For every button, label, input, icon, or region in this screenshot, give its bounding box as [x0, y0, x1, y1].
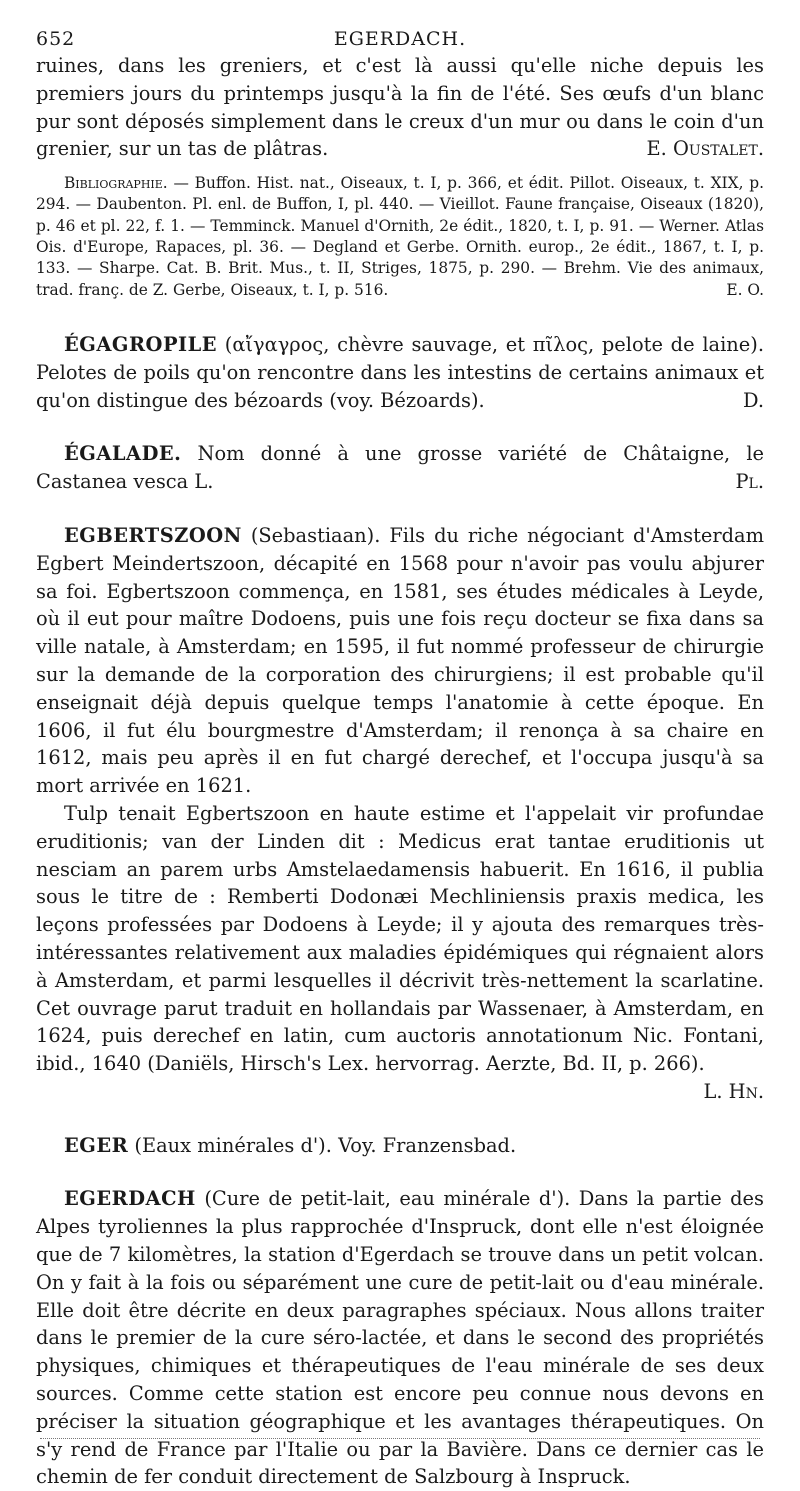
entry-eger	[36, 1132, 764, 1160]
entry-egalade-text: Nom donné à une grosse variété de Châtaigne, le Castanea vesca L.	[36, 442, 764, 494]
bibliography-signature: E. O.	[726, 280, 764, 299]
entry-egagropile-text: (αἴγαγρος, chèvre sauvage, et πῖλος, pelote de laine). Pelotes de poils qu'on rencontre dans les intestins de certains animaux et qu'on distingue des bézoards (voy. Bézoards).	[36, 332, 764, 412]
running-title: EGERDACH.	[333, 28, 467, 50]
entry-egagropile-signature: D.	[742, 388, 764, 412]
running-head	[36, 28, 764, 52]
page-number: 652	[36, 28, 76, 50]
bibliography-lead: Bibliographie.	[64, 174, 168, 193]
headword-eger: EGER	[64, 1133, 129, 1157]
headword-egerdach: EGERDACH	[64, 1187, 196, 1211]
headword-egagropile: ÉGAGROPILE	[64, 332, 218, 356]
entry-egbertszoon-text-2: Tulp tenait Egbertszoon en haute estime et l'appelait vir profundae eruditionis; van der Linden dit : Medicus erat tantae eruditionis ut nesciam an parem urbs Amstelaedamensis habuerit. En 1616, il publia sous le titre de : Remberti Dodonæi Mechliniensis praxis medica, les leçons professées par Dodoens à Leyde; il y ajouta des remarques très-intéressantes relativement aux maladies épidémiques qui régnaient alors à Amsterdam, et parmi lesquelles il décrivit très-nettement la scarlatine. Cet ouvrage parut traduit en hollandais par Wassenaer, à Amsterdam, en 1624, puis derechef en latin, cum auctoris annotationum Nic. Fontani, ibid., 1640 (Daniëls, Hirsch's Lex. hervorrag. Aerzte, Bd. II, p. 266).	[36, 801, 764, 1076]
entry-egalade	[36, 440, 764, 496]
owl-entry-continuation	[36, 52, 764, 163]
entry-egagropile	[36, 331, 764, 414]
entry-egalade-signature: Pl.	[735, 470, 764, 494]
owl-continuation-text: ruines, dans les greniers, et c'est là aussi qu'elle niche depuis les premiers jours du printemps jusqu'à la fin de l'été. Ses œufs d'un blanc pur sont déposés simplement dans le creux d'un mur ou dans le coin d'un grenier, sur un tas de plâtras.	[36, 54, 764, 161]
footer-dotted-rule	[40, 1438, 760, 1439]
owl-signature: E. Oustalet.	[646, 137, 764, 161]
entry-eger-text: (Eaux minérales d'). Voy. Franzensbad.	[128, 1133, 517, 1157]
entry-egerdach	[36, 1185, 764, 1491]
headword-egbertszoon: EGBERTSZOON	[64, 523, 242, 547]
bibliography-text: — Buffon. Hist. nat., Oiseaux, t. I, p. 366, et édit. Pillot. Oiseaux, t. XIX, p. 294. — Daubenton. Pl. enl. de Buffon, I, pl. 440. — Vieillot. Faune française, Oiseaux (1820), p. 46 et pl. 22, f. 1. — Temminck. Manuel d'Ornith, 2e édit., 1820, t. I, p. 91. — Werner. Atlas Ois. d'Europe, Rapaces, pl. 36. — Degland et Gerbe. Ornith. europ., 2e édit., 1867, t. I, p. 133. — Sharpe. Cat. B. Brit. Mus., t. II, Striges, 1875, p. 290. — Brehm. Vie des animaux, trad. franç. de Z. Gerbe, Oiseaux, t. I, p. 516.	[36, 174, 764, 299]
bibliography	[36, 173, 764, 301]
entry-egbertszoon	[36, 522, 764, 800]
headword-egalade: ÉGALADE.	[64, 442, 182, 466]
entry-egbertszoon-paragraph-2	[36, 800, 764, 1103]
entry-egerdach-text: (Cure de petit-lait, eau minérale d'). Dans la partie des Alpes tyroliennes la plus rapprochée d'Inspruck, dont elle n'est éloignée que de 7 kilomètres, la station d'Egerdach se trouve dans un petit volcan. On y fait à la fois ou séparément une cure de petit-lait ou d'eau minérale. Elle doit être décrite en deux paragraphes spéciaux. Nous allons traiter dans le premier de la cure séro-lactée, et dans le second des propriétés physiques, chimiques et thérapeutiques de l'eau minérale de ses deux sources. Comme cette station est encore peu connue nous devons en préciser la situation géographique et les avantages thérapeutiques. On s'y rend de France par l'Italie ou par la Bavière. Dans ce dernier cas le chemin de fer conduit directement de Salzbourg à Inspruck.	[36, 1187, 764, 1489]
entry-egbertszoon-text: (Sebastiaan). Fils du riche négociant d'Amsterdam Egbert Meindertszoon, décapité en 1568 pour n'avoir pas voulu abjurer sa foi. Egbertszoon commença, en 1581, ses études médicales à Leyde, où il eut pour maître Dodoens, puis une fois reçu docteur se fixa dans sa ville natale, à Amsterdam; en 1595, il fut nommé professeur de chirurgie sur la demande de la corporation des chirurgiens; il est probable qu'il enseignait déjà depuis quelque temps l'anatomie à cette époque. En 1606, il fut élu bourgmestre d'Amsterdam; il renonça à sa chaire en 1612, mais peu après il en fut chargé derechef, et l'occupa jusqu'à sa mort arrivée en 1621.	[36, 523, 764, 798]
entry-egbertszoon-signature: L. Hn.	[703, 1079, 764, 1103]
